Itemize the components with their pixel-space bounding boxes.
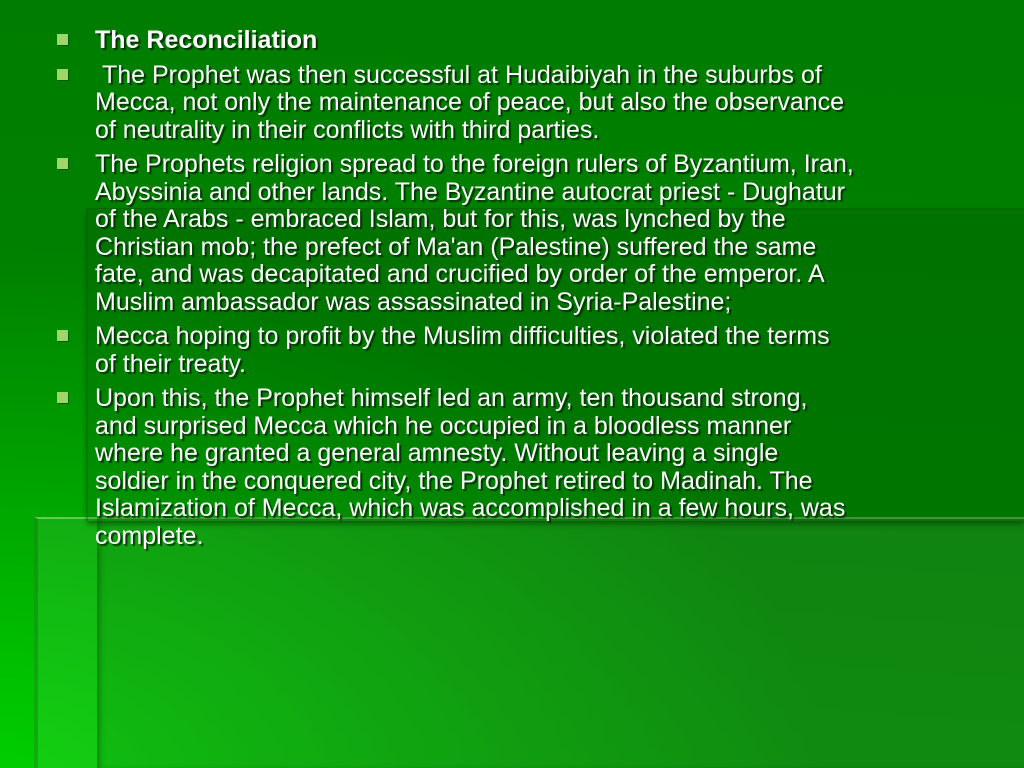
bullet-item: [57, 385, 998, 550]
bullet-text: The Prophets religion spread to the foreign rulers of Byzantium, Iran, Abyssinia and other lands. The Byzantine autocrat priest - Dughatur of the Arabs - embraced Islam, but for this, was lynched by the Christian mob; the prefect of Ma'an (Palestine) suffered the same fate, and was decapitated and crucified by order of the emperor. A Muslim ambassador was assassinated in Syria-Palestine;: [95, 150, 854, 316]
bullet-text: Mecca hoping to profit by the Muslim difficulties, violated the terms of their treaty.: [95, 322, 830, 378]
square-bullet-icon: [57, 69, 68, 80]
bullet-list: [57, 27, 998, 557]
bullet-item: [57, 27, 998, 55]
bullet-text: Upon this, the Prophet himself led an army, ten thousand strong, and surprised Mecca which he occupied in a bloodless manner where he granted a general amnesty. Without leaving a single soldier in the conquered city, the Prophet retired to Madinah. The Islamization of Mecca, which was accomplished in a few hours, was complete.: [95, 384, 846, 550]
bullet-text: The Prophet was then successful at Hudaibiyah in the suburbs of Mecca, not only the maintenance of peace, but also the observance of neutrality in their conflicts with third parties.: [95, 60, 845, 144]
bullet-item: [57, 323, 998, 378]
bullet-item: [57, 151, 998, 316]
bullet-item: [57, 62, 998, 145]
square-bullet-icon: [57, 34, 68, 45]
square-bullet-icon: [57, 392, 68, 403]
square-bullet-icon: [57, 158, 68, 169]
bullet-text: The Reconciliation: [95, 26, 318, 54]
square-bullet-icon: [57, 330, 68, 341]
